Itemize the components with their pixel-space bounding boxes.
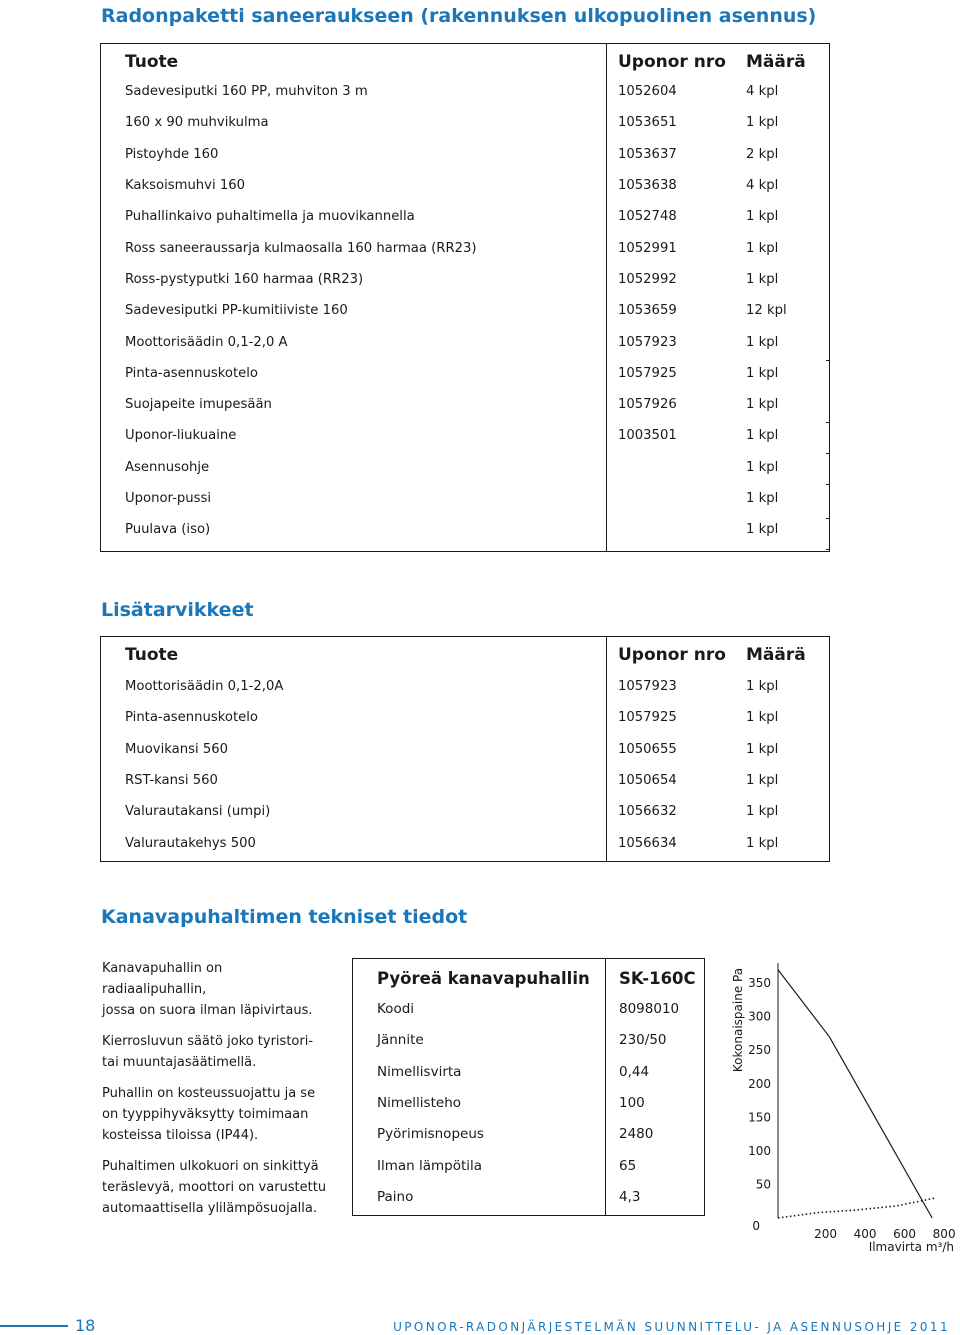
product-number: 1052748 [618, 209, 677, 225]
footer-accent-bar [0, 1325, 68, 1327]
section-title-fan-specs: Kanavapuhaltimen tekniset tiedot [101, 906, 468, 928]
column-header: Määrä [746, 645, 806, 665]
column-header: Uponor nro [618, 52, 726, 72]
spec-value: 230/50 [619, 1032, 667, 1049]
product-number: 1052991 [618, 240, 677, 256]
chart-series-line [778, 1198, 936, 1218]
description-line: Puhallin on kosteussuojattu ja se [102, 1086, 316, 1101]
product-number: 1057925 [618, 365, 677, 381]
description-line: kosteissa tiloissa (IP44). [102, 1128, 259, 1143]
quantity: 1 kpl [746, 522, 779, 538]
accessories-table [100, 636, 830, 862]
spec-label: Nimellisteho [377, 1094, 462, 1111]
y-tick-label: 200 [748, 1076, 771, 1091]
description-line: Kanavapuhallin on radiaalipuhallin, [102, 961, 223, 997]
product-number: 1056634 [618, 835, 677, 851]
product-name: Valurautakehys 500 [125, 835, 256, 851]
product-name: Asennusohje [125, 459, 210, 475]
product-number: 1057926 [618, 397, 677, 413]
product-name: Puhallinkaivo puhaltimella ja muovikannella [125, 209, 415, 225]
table-row [101, 796, 829, 827]
product-name: Moottorisäädin 0,1-2,0 A [125, 334, 288, 350]
product-name: Uponor-liukuaine [125, 428, 237, 444]
quantity: 12 kpl [746, 303, 787, 319]
product-name: Pinta-asennuskotelo [125, 710, 258, 726]
product-name: Pinta-asennuskotelo [125, 365, 258, 381]
table-row [101, 170, 829, 201]
row-divider-tick [826, 518, 830, 519]
table-row [101, 201, 829, 232]
quantity: 1 kpl [746, 365, 779, 381]
spec-row [353, 1119, 704, 1150]
spec-label: Koodi [377, 1001, 415, 1017]
table-row [101, 483, 829, 514]
product-name: Sadevesiputki PP-kumitiiviste 160 [125, 303, 348, 319]
description-line: tai muuntajasäätimellä. [102, 1055, 257, 1070]
column-header: Tuote [125, 52, 179, 72]
column-header: Uponor nro [618, 645, 726, 665]
description-line: automaattisella ylilämpösuojalla. [102, 1201, 317, 1216]
product-number: 1057923 [618, 679, 677, 695]
y-axis-label: Kokonaispaine Pa [731, 967, 745, 1073]
section-title-accessories: Lisätarvikkeet [101, 599, 254, 621]
spec-value: 8098010 [619, 1001, 680, 1017]
description-paragraph [102, 958, 327, 1021]
product-name: Kaksoismuhvi 160 [125, 178, 246, 194]
quantity: 1 kpl [746, 115, 779, 131]
chart-series-line [778, 970, 932, 1218]
y-tick-label: 0 [752, 1219, 760, 1233]
x-tick-label: 800 [932, 1227, 956, 1241]
row-divider-tick [826, 422, 830, 423]
product-name: RST-kansi 560 [125, 773, 218, 789]
column-header: Määrä [746, 52, 806, 72]
product-number: 1053638 [618, 178, 677, 194]
product-number: 1053659 [618, 303, 677, 319]
quantity: 1 kpl [746, 679, 779, 695]
table-header-row [101, 47, 829, 77]
product-number: 1053637 [618, 146, 677, 162]
spec-value: 0,44 [619, 1063, 650, 1080]
product-name: Sadevesiputki 160 PP, muhviton 3 m [125, 84, 368, 100]
fan-curve-chart [720, 955, 960, 1260]
spec-label: Pyörimisnopeus [377, 1126, 484, 1143]
quantity: 1 kpl [746, 209, 779, 225]
quantity: 1 kpl [746, 334, 779, 350]
quantity: 1 kpl [746, 804, 779, 820]
product-name: Moottorisäädin 0,1-2,0A [125, 679, 284, 695]
description-line: jossa on suora ilman läpivirtaus. [102, 1003, 313, 1018]
table-row [101, 295, 829, 326]
quantity: 1 kpl [746, 240, 779, 256]
table-row [101, 702, 829, 733]
product-name: Muovikansi 560 [125, 741, 229, 757]
product-number: 1052992 [618, 271, 677, 287]
fan-spec-table [352, 958, 705, 1216]
spec-value: 2480 [619, 1126, 654, 1143]
table-row [101, 76, 829, 107]
product-number: 1003501 [618, 428, 677, 444]
product-number: 1057923 [618, 334, 677, 350]
spec-label: Jännite [377, 1032, 424, 1049]
table-row [101, 765, 829, 796]
quantity: 1 kpl [746, 835, 779, 851]
table-row [101, 452, 829, 483]
spec-header-model: SK-160C [619, 969, 696, 988]
y-tick-label: 250 [748, 1043, 771, 1058]
spec-row [353, 1057, 704, 1088]
product-name: 160 x 90 muhvikulma [125, 115, 269, 131]
table-row [101, 139, 829, 170]
spec-row [353, 1151, 704, 1182]
spec-row [353, 1182, 704, 1213]
product-number: 1052604 [618, 84, 677, 100]
product-name: Valurautakansi (umpi) [125, 804, 271, 820]
product-name: Ross-pystyputki 160 harmaa (RR23) [125, 271, 364, 287]
product-number: 1057925 [618, 710, 677, 726]
y-tick-label: 50 [755, 1177, 771, 1192]
x-tick-label: 400 [853, 1227, 877, 1241]
product-table [100, 43, 830, 552]
quantity: 1 kpl [746, 459, 779, 475]
spec-header-row [353, 962, 704, 993]
table-row [101, 233, 829, 264]
quantity: 1 kpl [746, 773, 779, 789]
spec-label: Ilman lämpötila [377, 1157, 483, 1174]
table-row [101, 671, 829, 702]
section-title-radon-package: Radonpaketti saneeraukseen (rakennuksen ulkopuolinen asennus) [101, 5, 817, 27]
table-row [101, 734, 829, 765]
product-name: Pistoyhde 160 [125, 146, 219, 162]
product-number: 1050654 [618, 773, 677, 789]
product-name: Ross saneeraussarja kulmaosalla 160 harmaa (RR23) [125, 240, 477, 256]
spec-value: 100 [619, 1094, 645, 1111]
description-line: Kierrosluvun säätö joko tyristori- [102, 1034, 314, 1049]
footer-document-title: UPONOR-RADONJÄRJESTELMÄN SUUNNITTELU- JA ASENNUSOHJE 2011 [393, 1320, 950, 1334]
quantity: 1 kpl [746, 741, 779, 757]
product-number: 1056632 [618, 804, 677, 820]
quantity: 1 kpl [746, 710, 779, 726]
spec-row [353, 994, 704, 1025]
description-line: teräslevyä, moottori on varustettu [102, 1180, 327, 1195]
description-paragraph [102, 1156, 327, 1219]
product-name: Puulava (iso) [125, 522, 211, 538]
y-tick-label: 100 [748, 1143, 771, 1158]
quantity: 4 kpl [746, 84, 779, 100]
product-name: Suojapeite imupesään [125, 397, 272, 413]
spec-label: Paino [377, 1188, 414, 1205]
fan-description [102, 958, 327, 1229]
table-row [101, 326, 829, 357]
table-row [101, 389, 829, 420]
spec-header-label: Pyöreä kanavapuhallin [377, 969, 590, 988]
description-paragraph [102, 1031, 327, 1073]
spec-row [353, 1025, 704, 1056]
description-line: Puhaltimen ulkokuori on sinkittyä [102, 1159, 319, 1174]
product-number: 1050655 [618, 741, 677, 757]
quantity: 4 kpl [746, 178, 779, 194]
table-row [101, 358, 829, 389]
page-number: 18 [75, 1316, 96, 1335]
product-name: Uponor-pussi [125, 491, 211, 507]
spec-label: Nimellisvirta [377, 1063, 462, 1080]
x-tick-label: 600 [893, 1227, 917, 1241]
table-header-row [101, 640, 829, 670]
table-row [101, 264, 829, 295]
row-divider-tick [826, 484, 830, 485]
quantity: 1 kpl [746, 397, 779, 413]
quantity: 1 kpl [746, 271, 779, 287]
table-row [101, 107, 829, 138]
x-tick-label: 200 [814, 1227, 837, 1241]
quantity: 1 kpl [746, 428, 779, 444]
table-row [101, 828, 829, 859]
quantity: 2 kpl [746, 146, 779, 162]
x-axis-label: Ilmavirta m³/h [868, 1240, 954, 1254]
quantity: 1 kpl [746, 491, 779, 507]
column-header: Tuote [125, 645, 179, 665]
y-tick-label: 350 [748, 976, 771, 991]
description-line: on tyyppihyväksytty toimimaan [102, 1107, 309, 1122]
spec-row [353, 1088, 704, 1119]
spec-value: 4,3 [619, 1188, 641, 1205]
y-tick-label: 150 [748, 1110, 771, 1125]
product-number: 1053651 [618, 115, 677, 131]
y-tick-label: 300 [748, 1009, 771, 1024]
table-row [101, 420, 829, 451]
row-divider-tick [826, 549, 830, 550]
row-divider-tick [826, 453, 830, 454]
row-divider-tick [826, 360, 830, 361]
table-row [101, 514, 829, 545]
description-paragraph [102, 1083, 327, 1146]
spec-value: 65 [619, 1157, 637, 1174]
